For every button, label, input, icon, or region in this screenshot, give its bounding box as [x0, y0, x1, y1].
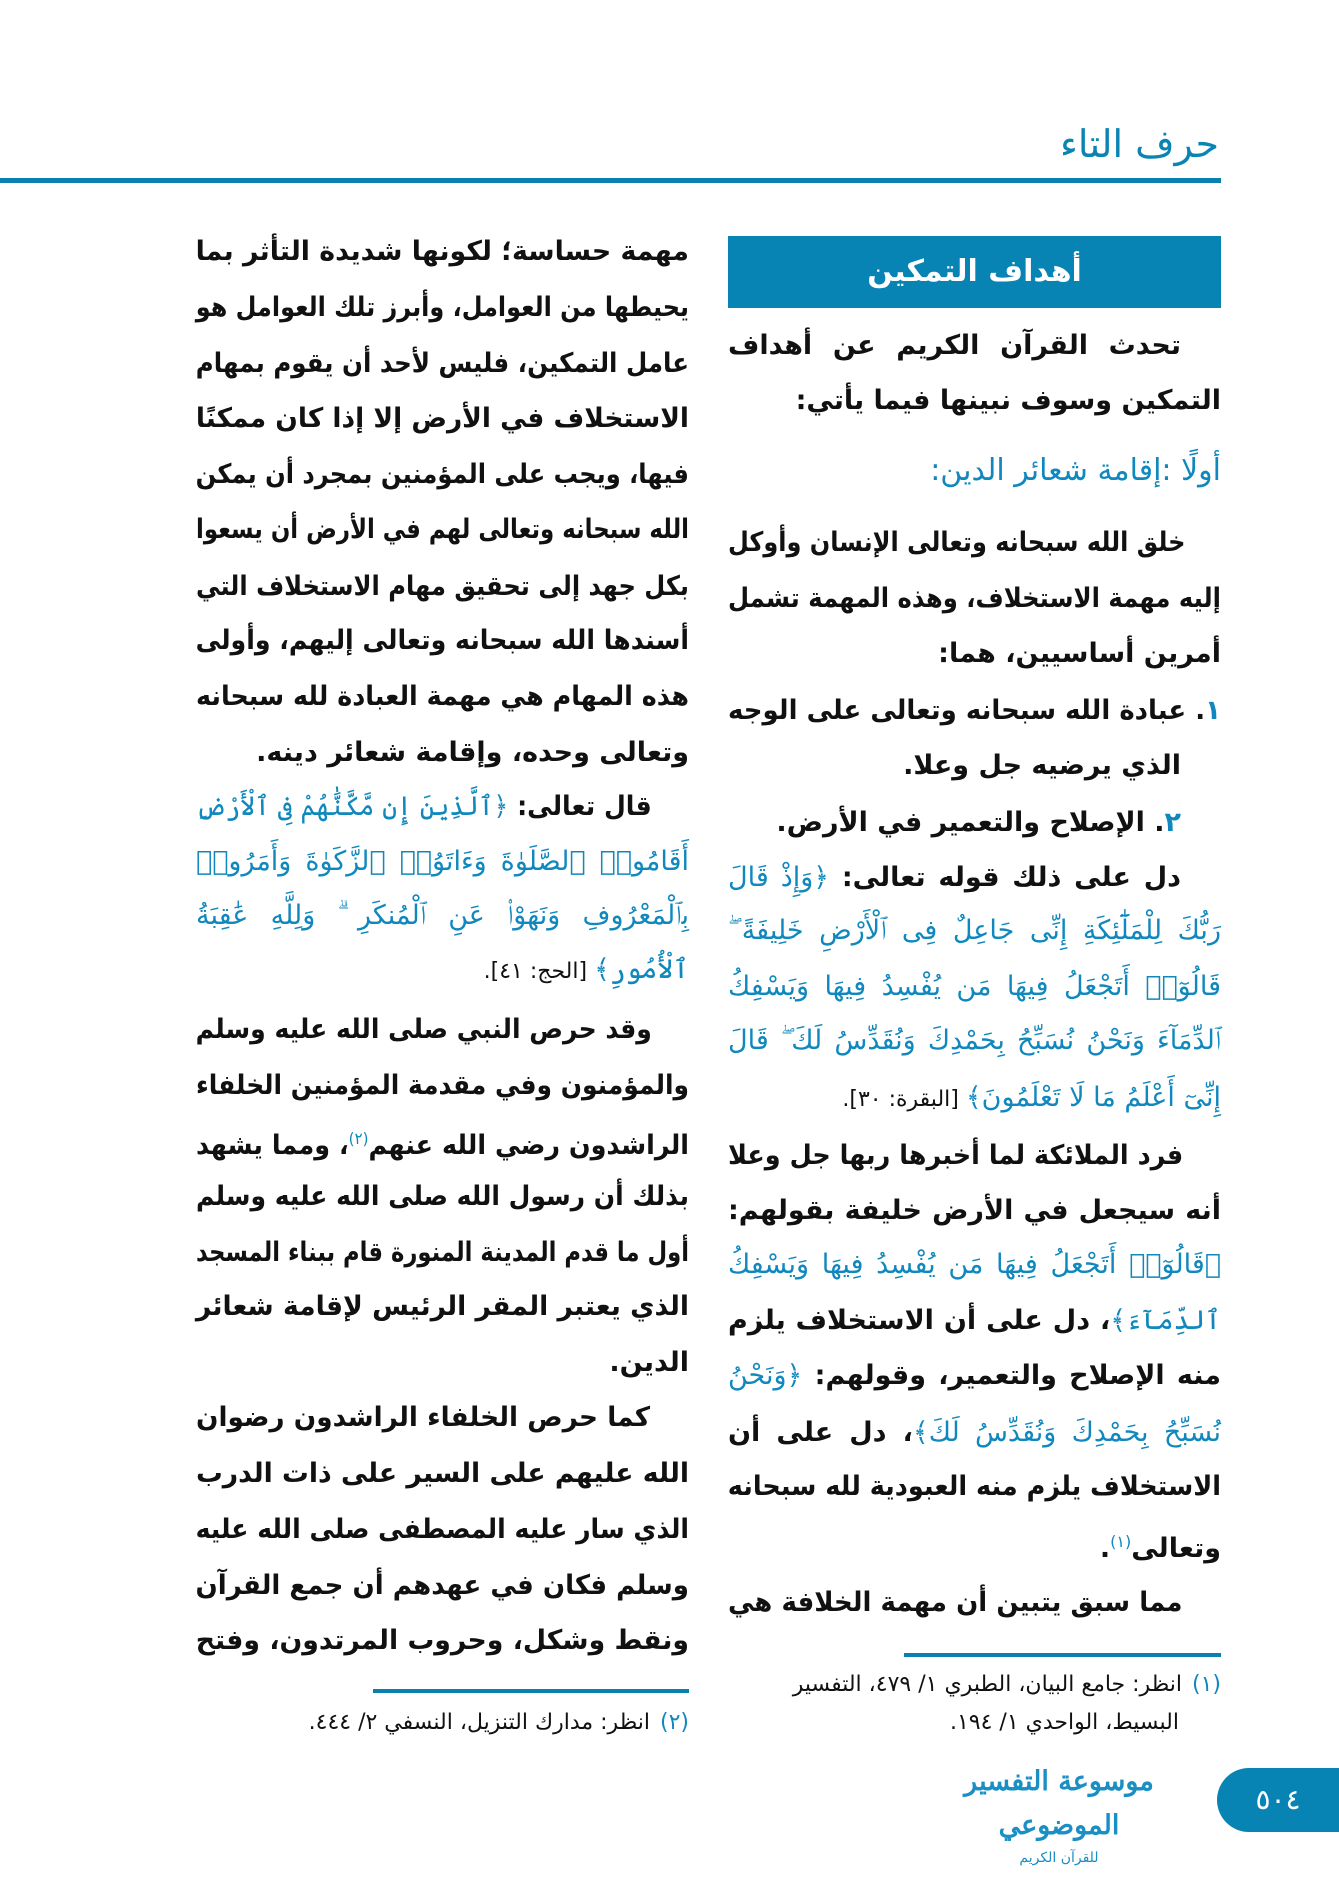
quran-verse: ﴿قَالُوٓا۟ أَتَجْعَلُ فِيهَا مَن يُفْسِدُ فِيهَا وَيَسْفِكُ: [728, 1249, 1221, 1280]
footnote-marker: (٢): [348, 1129, 369, 1148]
text-line: [196, 782, 689, 832]
section-title: أهداف التمكين: [728, 236, 1221, 308]
text-line-content: [609, 1338, 689, 1388]
body-text: عامل التمكين، فليس لأحد أن يقوم بمهام: [195, 348, 689, 379]
text-line: [196, 394, 689, 444]
body-text: كما حرص الخلفاء الراشدون رضوان: [196, 1402, 651, 1433]
text-line-content: [196, 505, 689, 555]
body-text: الراشدون رضي الله عنهم: [368, 1130, 689, 1161]
text-line-content: [728, 853, 1221, 903]
body-text: أنه سيجعل في الأرض خليفة بقولهم:: [728, 1195, 1221, 1226]
text-line-content: [903, 741, 1221, 791]
body-text: إليه مهمة الاستخلاف، وهذه المهمة تشمل: [728, 583, 1221, 614]
body-text: الله سبحانه وتعالى لهم في الأرض أن يسعوا: [196, 514, 689, 545]
text-line-content: [728, 962, 1221, 1012]
footnote-separator-right: [904, 1653, 1221, 1657]
footnote-2-number: (٢): [659, 1710, 689, 1735]
text-line-content: [728, 1240, 1221, 1290]
text-line: [728, 321, 1221, 371]
text-line: [728, 686, 1221, 736]
text-line: [196, 616, 689, 666]
text-line: [196, 339, 689, 389]
text-line: [728, 798, 1221, 848]
text-line: [728, 629, 1221, 679]
footnote-1-text-cont: البسيط، الواحدي ١/ ١٩٤.: [949, 1710, 1179, 1735]
text-line: [196, 505, 689, 555]
footnote-1-text: انظر: جامع البيان، الطبري ١/ ٤٧٩، التفسير: [792, 1672, 1182, 1697]
text-line-content: [938, 629, 1221, 679]
text-line: [196, 1505, 689, 1555]
text-line: [196, 1393, 689, 1443]
text-line-content: [728, 518, 1221, 568]
text-line-content: [728, 1351, 1221, 1401]
text-line-content: [196, 1061, 689, 1111]
running-title: حرف التاء: [1060, 122, 1219, 166]
quran-verse: إِنِّىٓ أَعْلَمُ مَا لَا تَعْلَمُونَ﴾: [965, 1082, 1221, 1113]
body-text: الاستخلاف في الأرض إلا إذا كان ممكنًا: [195, 403, 689, 434]
body-text: الاستخلاف يلزم منه العبودية لله سبحانه: [727, 1471, 1221, 1502]
text-line: [196, 283, 689, 333]
footnote-2: [196, 1704, 689, 1742]
text-line: [196, 945, 689, 995]
text-line-content: [728, 686, 1221, 736]
text-line: [728, 1517, 1221, 1567]
text-line-content: [796, 376, 1221, 426]
text-line: [196, 1449, 689, 1499]
body-text: الذي يعتبر المقر الرئيس لإقامة شعائر: [195, 1291, 689, 1322]
quran-verse: ﴿ٱلَّذِينَ إِن مَّكَّنَّٰهُمْ فِى ٱلْأَرْضِ: [196, 791, 509, 822]
text-line-content: [930, 446, 1221, 497]
body-text: أول ما قدم المدينة المنورة قام ببناء المسجد: [196, 1237, 689, 1268]
list-number: ٢: [1164, 807, 1181, 838]
text-line: [728, 741, 1221, 791]
body-text: قال تعالى:: [508, 791, 652, 822]
text-line-content: [196, 562, 689, 612]
subheading: أولًا :إقامة شعائر الدين:: [930, 453, 1221, 488]
text-line: [196, 672, 689, 722]
body-text: مهمة حساسة؛ لكونها شديدة التأثر بما: [195, 236, 689, 267]
logo-title: موسوعة التفسير الموضوعي: [964, 1766, 1154, 1841]
text-line-content: [776, 798, 1221, 848]
text-line-content: [842, 1073, 1221, 1125]
list-number: ١: [1205, 695, 1221, 726]
text-line-content: [196, 394, 689, 444]
footnote-marker: (١): [1110, 1532, 1132, 1551]
encyclopedia-logo: [934, 1760, 1184, 1866]
text-line: [196, 1616, 689, 1666]
quran-verse: ٱلدِّمَآءَ وَنَحْنُ نُسَبِّحُ بِحَمْدِكَ وَنُقَدِّسُ لَكَ ۖ قَالَ: [728, 1025, 1221, 1056]
text-line: [728, 1073, 1221, 1123]
text-line: [728, 446, 1221, 496]
body-text: يحيطها من العوامل، وأبرز تلك العوامل هو: [195, 292, 689, 323]
body-text: أمرين أساسيين، هما:: [938, 638, 1221, 669]
quran-verse: أَقَامُوا۟ ٱلصَّلَوٰةَ وَءَاتَوُا۟ ٱلزَّكَوٰةَ وَأَمَرُوا۟: [196, 846, 689, 877]
body-text: ، دل على أن: [728, 1417, 913, 1448]
text-line-content: [196, 1393, 689, 1443]
body-text: فيها، ويجب على المؤمنين بمجرد أن يمكن: [195, 459, 689, 490]
text-line-content: [728, 906, 1221, 956]
text-line: [196, 1005, 689, 1055]
text-line-content: [196, 1449, 689, 1499]
text-line-content: [728, 1408, 1221, 1458]
text-line: [728, 962, 1221, 1012]
text-line: [196, 1561, 689, 1611]
text-line: [728, 1296, 1221, 1346]
text-line-content: [728, 574, 1221, 624]
quran-verse: قَالُوٓا۟ أَتَجْعَلُ فِيهَا مَن يُفْسِدُ فِيهَا وَيَسْفِكُ: [728, 971, 1221, 1002]
footnote-1-line: [728, 1704, 1221, 1742]
body-text: ، دل على أن الاستخلاف يلزم: [728, 1305, 1111, 1336]
quran-verse: رَبُّكَ لِلْمَلَٰٓئِكَةِ إِنِّى جَاعِلٌ فِى ٱلْأَرْضِ خَلِيفَةً ۖ: [728, 915, 1221, 946]
body-text: .: [1099, 1533, 1111, 1564]
text-line-content: [728, 1462, 1221, 1512]
quran-verse: نُسَبِّحُ بِحَمْدِكَ وَنُقَدِّسُ لَكَ﴾: [912, 1417, 1221, 1448]
text-line: [196, 728, 689, 778]
text-line: [728, 853, 1221, 903]
text-line-content: [484, 945, 689, 997]
text-line: [728, 1351, 1221, 1401]
body-text: ونقط وشكل، وحروب المرتدون، وفتح: [195, 1625, 689, 1656]
text-line: [196, 450, 689, 500]
text-line-content: [196, 283, 689, 333]
body-text: ، ومما يشهد: [196, 1130, 349, 1161]
quran-verse: ﴿وَإِذْ قَالَ: [728, 862, 830, 893]
text-line: [196, 837, 689, 887]
footnote-separator-left: [373, 1689, 689, 1693]
text-line-content: [196, 1616, 689, 1666]
text-line-content: [196, 672, 689, 722]
text-line-content: [196, 339, 689, 389]
body-text: وقد حرص النبي صلى الله عليه وسلم: [195, 1014, 652, 1045]
body-text: أسندها الله سبحانه وتعالى إليهم، وأولى: [195, 625, 689, 656]
verse-reference: [البقرة: ٣٠].: [842, 1087, 966, 1112]
text-line-content: [728, 1296, 1221, 1346]
body-text: والمؤمنون وفي مقدمة المؤمنين الخلفاء: [196, 1070, 689, 1101]
text-line: [196, 1282, 689, 1332]
text-line: [728, 1016, 1221, 1066]
text-line: [196, 1114, 689, 1164]
text-line-content: [196, 450, 689, 500]
page-number: ٥٠٤: [1217, 1768, 1339, 1832]
body-text: الله عليهم على السير على ذات الدرب: [196, 1458, 689, 1489]
body-text: وتعالى: [1131, 1533, 1221, 1564]
text-line: [728, 1578, 1221, 1628]
text-line: [728, 1462, 1221, 1512]
quran-verse: ٱلْأُمُورِ﴾: [594, 954, 689, 985]
text-line-content: [196, 1561, 689, 1611]
text-line-content: [196, 1282, 689, 1332]
logo-subtitle: للقرآن الكريم: [1019, 1850, 1099, 1866]
body-text: . الإصلاح والتعمير في الأرض.: [776, 807, 1165, 838]
body-text: وسلم فكان في عهدهم أن جمع القرآن: [195, 1570, 689, 1601]
text-line-content: [728, 1186, 1221, 1236]
body-text: وتعالى وحده، وإقامة شعائر دينه.: [256, 737, 689, 768]
text-line: [196, 1338, 689, 1388]
text-line-content: [196, 1005, 689, 1055]
text-line-content: [728, 1016, 1221, 1066]
footnote-1-line: [728, 1666, 1221, 1704]
text-line-content: [728, 321, 1221, 371]
body-text: الذي يرضيه جل وعلا.: [903, 750, 1181, 781]
text-line: [728, 1240, 1221, 1290]
text-line-content: [196, 891, 689, 941]
text-line-content: [196, 837, 689, 887]
text-line: [196, 1172, 689, 1222]
body-text: التمكين وسوف نبينها فيما يأتي:: [795, 385, 1221, 416]
body-text: خلق الله سبحانه وتعالى الإنسان وأوكل: [728, 527, 1186, 558]
body-text: الذي سار عليه المصطفى صلى الله عليه: [195, 1514, 690, 1545]
text-line-content: [1100, 1517, 1221, 1574]
text-line: [196, 227, 689, 277]
text-line: [728, 574, 1221, 624]
body-text: منه الإصلاح والتعمير، وقولهم:: [802, 1360, 1221, 1391]
body-text: مما سبق يتبين أن مهمة الخلافة هي: [728, 1587, 1183, 1618]
text-line-content: [196, 616, 689, 666]
text-line: [728, 1186, 1221, 1236]
text-line-content: [256, 728, 689, 778]
quran-verse: ٱلدِّمَآءَ﴾: [1110, 1305, 1221, 1336]
text-line: [728, 376, 1221, 426]
quran-verse: ﴿وَنَحْنُ: [728, 1360, 803, 1391]
text-line: [728, 1131, 1221, 1181]
text-line: [728, 906, 1221, 956]
text-line-content: [196, 1505, 689, 1555]
text-line: [728, 1408, 1221, 1458]
body-text: الدين.: [609, 1347, 689, 1378]
verse-reference: [الحج: ٤١].: [483, 959, 595, 984]
text-line-content: [196, 782, 689, 832]
text-line: [196, 1228, 689, 1278]
text-line: [196, 562, 689, 612]
text-line-content: [728, 1578, 1221, 1628]
body-text: دل على ذلك قوله تعالى:: [829, 862, 1182, 893]
text-line-content: [728, 1131, 1221, 1181]
body-text: بذلك أن رسول الله صلى الله عليه وسلم: [196, 1181, 689, 1212]
text-line: [196, 891, 689, 941]
body-text: هذه المهام هي مهمة العبادة لله سبحانه: [196, 681, 689, 712]
body-text: . عبادة الله سبحانه وتعالى على الوجه: [728, 695, 1206, 726]
text-line: [196, 1061, 689, 1111]
text-line: [728, 518, 1221, 568]
text-line-content: [196, 1228, 689, 1278]
footnote-1-number: (١): [1191, 1672, 1221, 1697]
quran-verse: بِٱلْمَعْرُوفِ وَنَهَوْا۟ عَنِ ٱلْمُنكَرِ ۗ وَلِلَّهِ عَٰقِبَةُ: [196, 900, 689, 931]
body-text: بكل جهد إلى تحقيق مهام الاستخلاف التي: [196, 571, 689, 602]
footnote-2-text: انظر: مدارك التنزيل، النسفي ٢/ ٤٤٤.: [308, 1710, 650, 1735]
body-text: فرد الملائكة لما أخبرها ربها جل وعلا: [728, 1140, 1184, 1171]
text-line-content: [196, 227, 689, 277]
body-text: تحدث القرآن الكريم عن أهداف: [728, 330, 1181, 361]
header-rule: [0, 178, 1221, 183]
footnote-1: [728, 1666, 1221, 1742]
text-line-content: [196, 1172, 689, 1222]
text-line-content: [196, 1114, 689, 1171]
